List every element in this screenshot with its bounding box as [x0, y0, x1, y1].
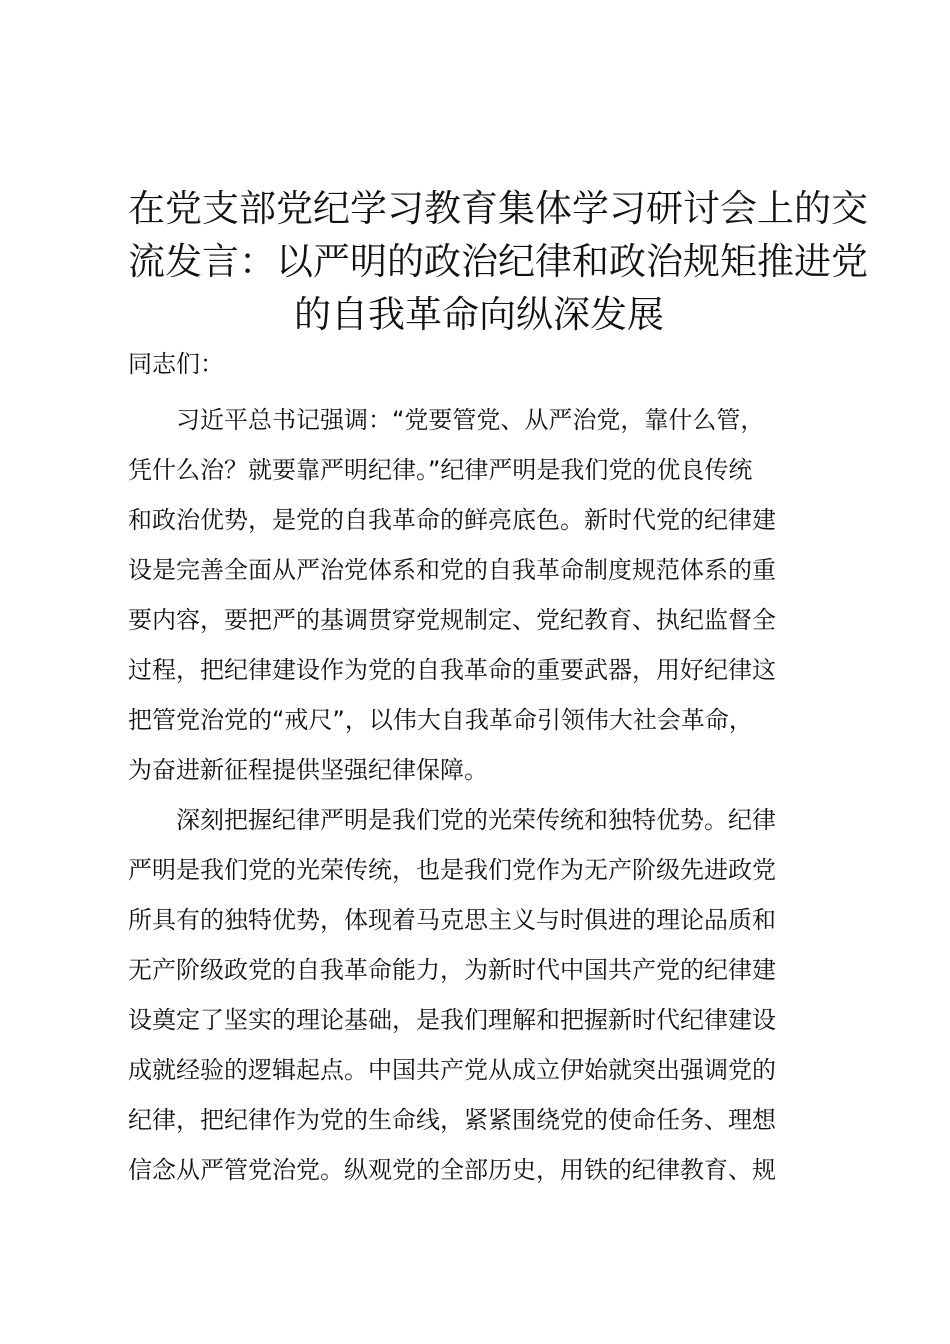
paragraph-line: 为奋进新征程提供坚强纪律保障。 — [128, 756, 488, 784]
paragraph-line: 把管党治党的“戒尺”，以伟大自我革命引领伟大社会革命， — [128, 706, 753, 734]
document-title — [128, 182, 868, 341]
paragraph-line: 和政治优势，是党的自我革命的鲜亮底色。新时代党的纪律建 — [128, 506, 776, 534]
paragraph-line: 习近平总书记强调：“党要管党、从严治党，靠什么管， — [128, 406, 765, 434]
paragraph-line: 严明是我们党的光荣传统，也是我们党作为无产阶级先进政党 — [128, 856, 776, 884]
paragraph-line: 纪律，把纪律作为党的生命线，紧紧围绕党的使命任务、理想 — [128, 1106, 776, 1134]
title-line: 在党支部党纪学习教育集体学习研讨会上的交 — [128, 187, 868, 230]
title-line: 流发言：以严明的政治纪律和政治规矩推进党 — [128, 240, 868, 283]
paragraph-line: 深刻把握纪律严明是我们党的光荣传统和独特优势。纪律 — [128, 806, 776, 834]
paragraph-line: 成就经验的逻辑起点。中国共产党从成立伊始就突出强调党的 — [128, 1056, 776, 1084]
paragraph-line: 设奠定了坚实的理论基础，是我们理解和把握新时代纪律建设 — [128, 1006, 776, 1034]
paragraph-2 — [128, 795, 830, 1195]
salutation: 同志们： — [128, 350, 224, 378]
paragraph-line: 无产阶级政党的自我革命能力，为新时代中国共产党的纪律建 — [128, 956, 776, 984]
title-line: 的自我革命向纵深发展 — [294, 293, 664, 336]
paragraph-line: 信念从严管党治党。纵观党的全部历史，用铁的纪律教育、规 — [128, 1156, 776, 1184]
paragraph-line: 所具有的独特优势，体现着马克思主义与时俱进的理论品质和 — [128, 906, 776, 934]
paragraph-line: 凭什么治？就要靠严明纪律。”纪律严明是我们党的优良传统 — [128, 456, 753, 484]
paragraph-line: 要内容，要把严的基调贯穿党规制定、党纪教育、执纪监督全 — [128, 606, 776, 634]
paragraph-line: 过程，把纪律建设作为党的自我革命的重要武器，用好纪律这 — [128, 656, 776, 684]
document-page — [128, 182, 868, 1195]
paragraph-1 — [128, 395, 830, 795]
paragraph-line: 设是完善全面从严治党体系和党的自我革命制度规范体系的重 — [128, 556, 776, 584]
